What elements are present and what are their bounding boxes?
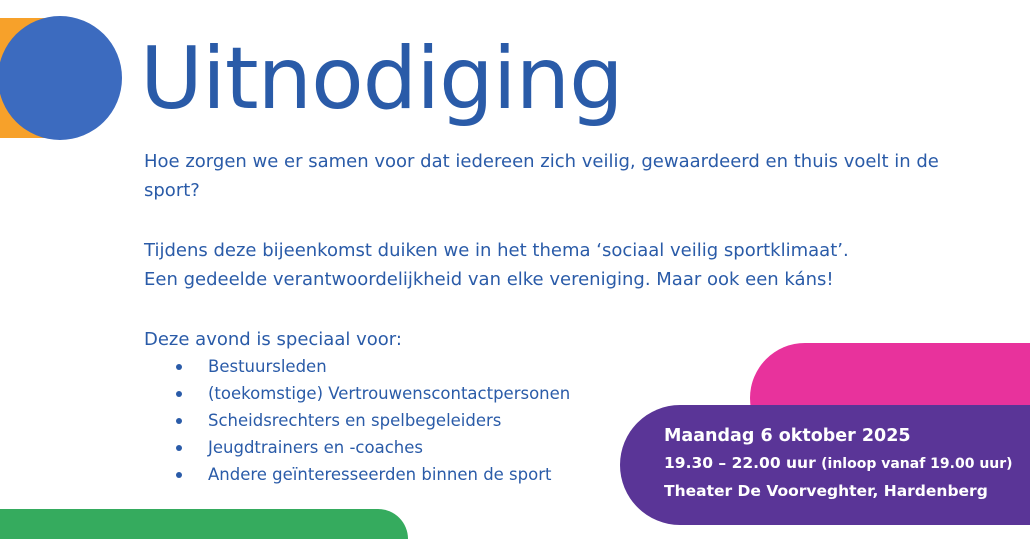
audience-list bbox=[144, 353, 570, 488]
event-walk-in: (inloop vanaf 19.00 uur) bbox=[821, 456, 1013, 472]
event-time-row bbox=[664, 450, 1013, 478]
theme-line-2: Een gedeelde verantwoordelijkheid van elke vereniging. Maar ook een káns! bbox=[144, 269, 834, 290]
blue-decor-circle bbox=[0, 16, 122, 140]
event-time: 19.30 – 22.00 uur bbox=[664, 454, 816, 472]
intro-text: Hoe zorgen we er samen voor dat iedereen zich veilig, gewaardeerd en thuis voelt in de sport? bbox=[144, 151, 939, 201]
page-title: Uitnodiging bbox=[140, 29, 623, 129]
theme-text bbox=[144, 236, 984, 294]
event-date: Maandag 6 oktober 2025 bbox=[664, 426, 911, 446]
green-decor-band bbox=[0, 509, 408, 539]
event-details bbox=[664, 422, 1013, 505]
list-item: Bestuursleden bbox=[144, 353, 570, 380]
list-item: Andere geïnteresseerden binnen de sport bbox=[144, 461, 570, 488]
event-venue: Theater De Voorveghter, Hardenberg bbox=[664, 482, 988, 500]
list-item: (toekomstige) Vertrouwenscontactpersonen bbox=[144, 380, 570, 407]
theme-line-1: Tijdens deze bijeenkomst duiken we in het thema ‘sociaal veilig sportklimaat’. bbox=[144, 240, 849, 261]
list-item: Scheidsrechters en spelbegeleiders bbox=[144, 407, 570, 434]
list-item: Jeugdtrainers en -coaches bbox=[144, 434, 570, 461]
audience-heading: Deze avond is speciaal voor: bbox=[144, 329, 402, 350]
